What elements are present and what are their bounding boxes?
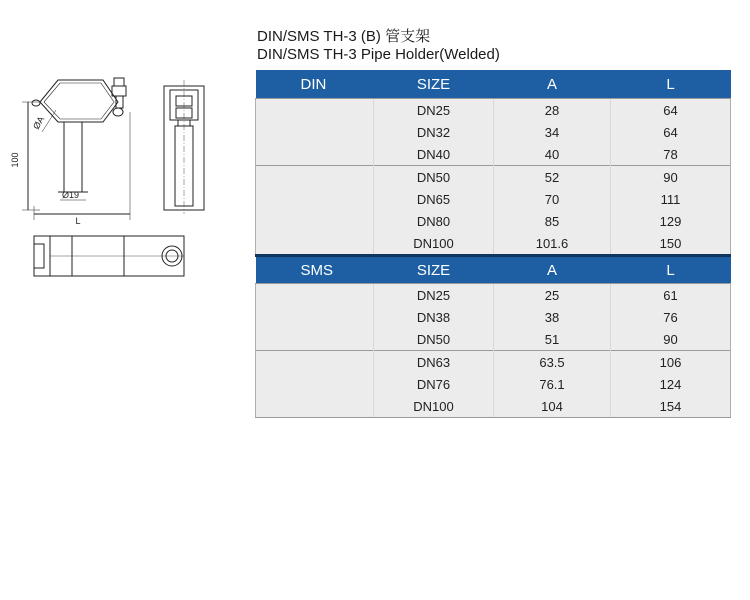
l-value-cell: 124 bbox=[611, 373, 731, 395]
l-value-cell: 90 bbox=[611, 166, 731, 189]
size-cell: DN25 bbox=[374, 99, 494, 122]
blank-cell bbox=[256, 166, 374, 189]
dim-bore-label: ØA bbox=[31, 114, 47, 131]
a-value-cell: 104 bbox=[494, 395, 611, 418]
a-value-cell: 85 bbox=[494, 210, 611, 232]
a-value-cell: 40 bbox=[494, 143, 611, 166]
l-value-cell: 64 bbox=[611, 121, 731, 143]
blank-cell bbox=[256, 328, 374, 351]
blank-cell bbox=[256, 373, 374, 395]
size-cell: DN100 bbox=[374, 232, 494, 256]
size-cell: DN76 bbox=[374, 373, 494, 395]
table-row bbox=[256, 284, 731, 307]
bolt-nut bbox=[112, 86, 126, 96]
l-value-cell: 106 bbox=[611, 351, 731, 374]
a-value-cell: 38 bbox=[494, 306, 611, 328]
blank-cell bbox=[256, 188, 374, 210]
table-row bbox=[256, 351, 731, 374]
a-value-cell: 76.1 bbox=[494, 373, 611, 395]
size-cell: DN50 bbox=[374, 166, 494, 189]
blank-cell bbox=[256, 121, 374, 143]
column-a-header: A bbox=[494, 70, 611, 99]
a-value-cell: 51 bbox=[494, 328, 611, 351]
column-l-header: L bbox=[611, 70, 731, 99]
l-value-cell: 150 bbox=[611, 232, 731, 256]
blank-cell bbox=[256, 306, 374, 328]
section-header-1 bbox=[256, 256, 731, 284]
l-value-cell: 76 bbox=[611, 306, 731, 328]
blank-cell bbox=[256, 99, 374, 122]
section-name: DIN bbox=[256, 70, 374, 99]
table-row bbox=[256, 328, 731, 351]
table-row bbox=[256, 166, 731, 189]
table-row bbox=[256, 188, 731, 210]
clamp-hexagon bbox=[40, 80, 118, 122]
blank-cell bbox=[256, 143, 374, 166]
l-value-cell: 111 bbox=[611, 188, 731, 210]
dim-stem-label: Ø19 bbox=[62, 190, 80, 200]
l-value-cell: 61 bbox=[611, 284, 731, 307]
l-value-cell: 129 bbox=[611, 210, 731, 232]
blank-cell bbox=[256, 351, 374, 374]
table-row bbox=[256, 306, 731, 328]
l-value-cell: 78 bbox=[611, 143, 731, 166]
size-cell: DN38 bbox=[374, 306, 494, 328]
table-row bbox=[256, 232, 731, 256]
column-l-header: L bbox=[611, 256, 731, 284]
dim-length-label: L bbox=[75, 216, 81, 226]
dim-height-label: 100 bbox=[10, 152, 20, 168]
blank-cell bbox=[256, 232, 374, 256]
title-chinese: DIN/SMS TH-3 (B) 管支架 bbox=[257, 28, 431, 45]
a-value-cell: 101.6 bbox=[494, 232, 611, 256]
size-cell: DN50 bbox=[374, 328, 494, 351]
blank-cell bbox=[256, 395, 374, 418]
table-row bbox=[256, 143, 731, 166]
size-cell: DN65 bbox=[374, 188, 494, 210]
size-cell: DN80 bbox=[374, 210, 494, 232]
size-cell: DN63 bbox=[374, 351, 494, 374]
title-english: DIN/SMS TH-3 Pipe Holder(Welded) bbox=[257, 46, 500, 63]
section-name: SMS bbox=[256, 256, 374, 284]
table-row bbox=[256, 395, 731, 418]
size-cell: DN32 bbox=[374, 121, 494, 143]
blank-cell bbox=[256, 210, 374, 232]
table-row bbox=[256, 121, 731, 143]
a-value-cell: 63.5 bbox=[494, 351, 611, 374]
l-value-cell: 64 bbox=[611, 99, 731, 122]
a-value-cell: 34 bbox=[494, 121, 611, 143]
column-size-header: SIZE bbox=[374, 70, 494, 99]
table-row bbox=[256, 210, 731, 232]
column-size-header: SIZE bbox=[374, 256, 494, 284]
l-value-cell: 90 bbox=[611, 328, 731, 351]
a-value-cell: 25 bbox=[494, 284, 611, 307]
stem bbox=[64, 122, 82, 192]
l-value-cell: 154 bbox=[611, 395, 731, 418]
table-row bbox=[256, 99, 731, 122]
table-row bbox=[256, 373, 731, 395]
size-cell: DN40 bbox=[374, 143, 494, 166]
column-a-header: A bbox=[494, 256, 611, 284]
size-cell: DN25 bbox=[374, 284, 494, 307]
spec-table bbox=[255, 70, 731, 418]
pipe-holder-drawing bbox=[0, 0, 250, 300]
a-value-cell: 28 bbox=[494, 99, 611, 122]
size-cell: DN100 bbox=[374, 395, 494, 418]
a-value-cell: 52 bbox=[494, 166, 611, 189]
section-header-0 bbox=[256, 70, 731, 99]
a-value-cell: 70 bbox=[494, 188, 611, 210]
blank-cell bbox=[256, 284, 374, 307]
